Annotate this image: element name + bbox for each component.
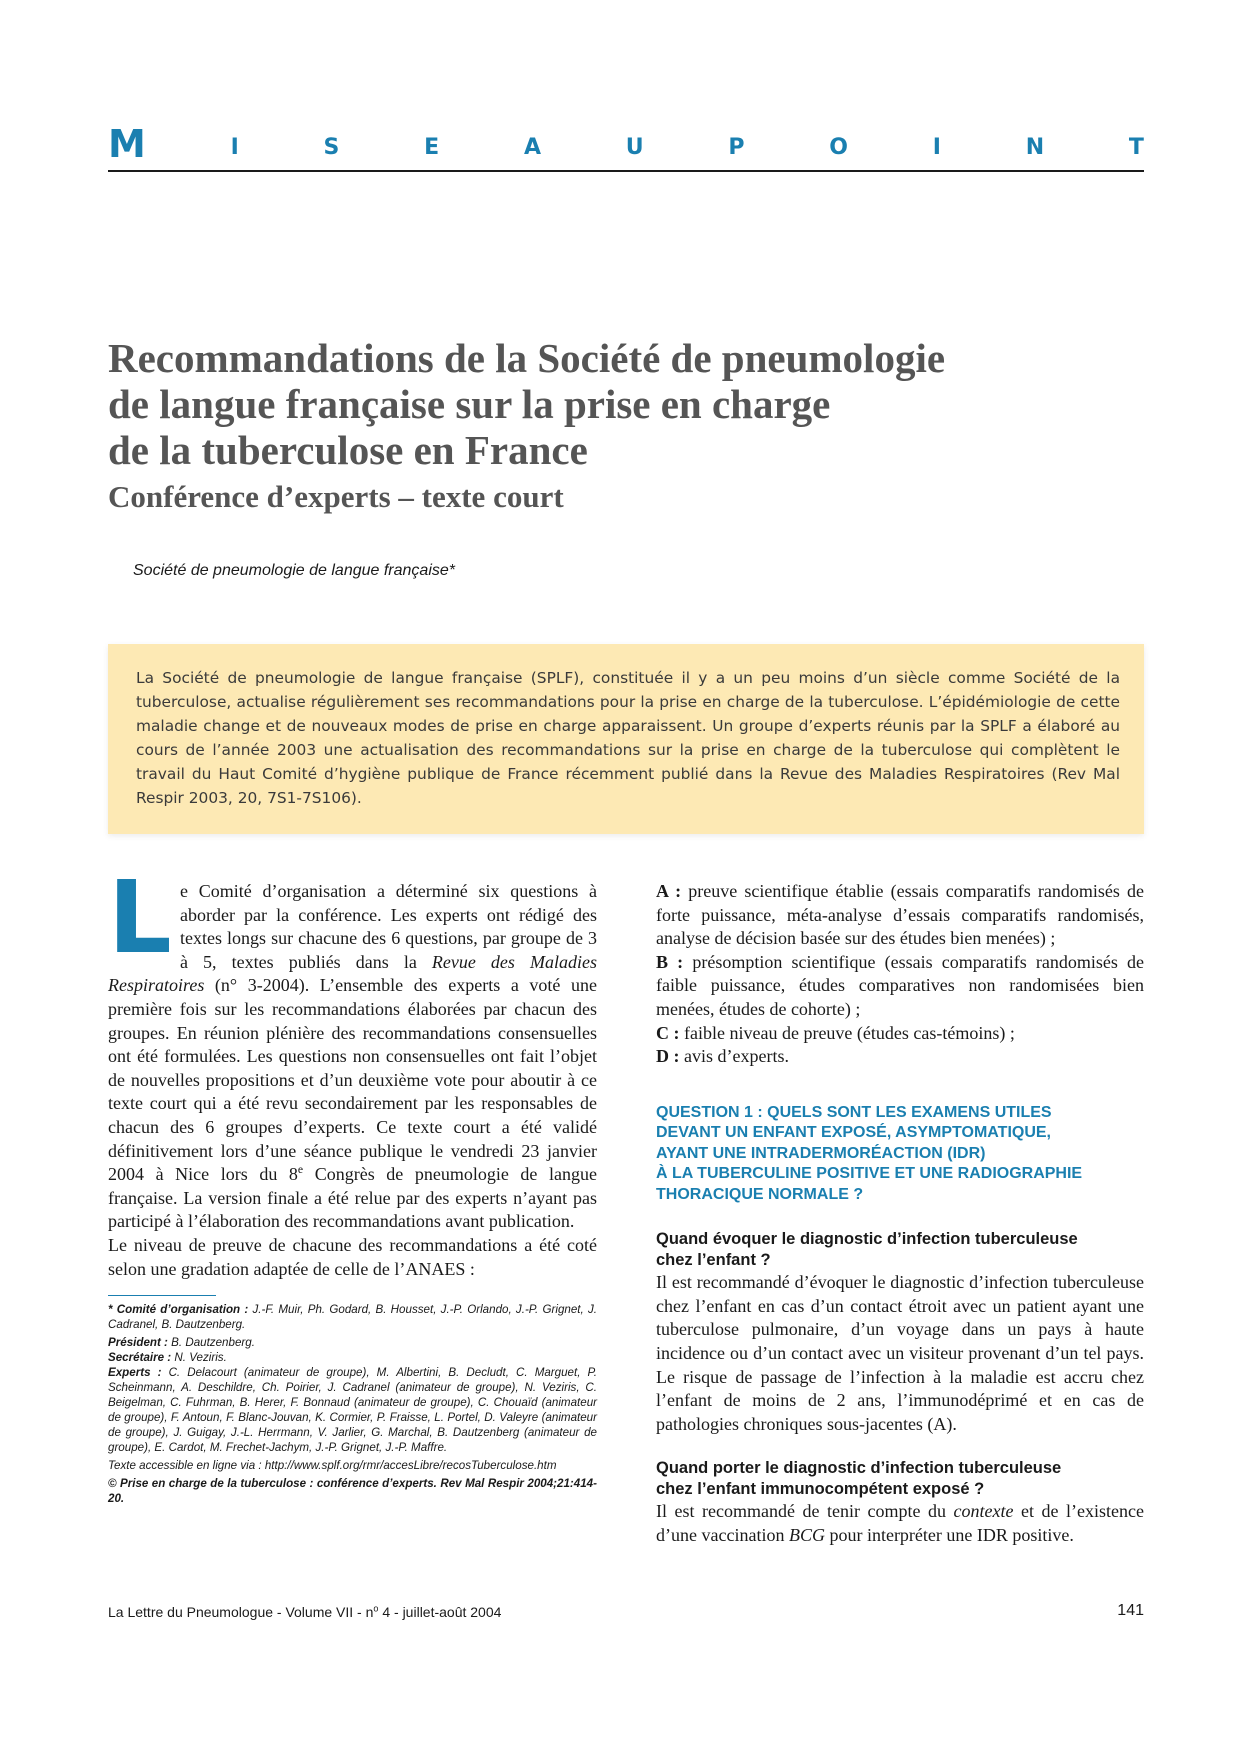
drop-cap: L (108, 859, 172, 976)
section-header-letters (108, 122, 1144, 166)
footnote-rule (108, 1295, 216, 1296)
section-text (656, 1500, 1144, 1547)
article-subtitle: Conférence d’experts – texte court (108, 479, 564, 514)
abstract-text: La Société de pneumologie de langue française (SPLF), constituée il y a un peu moins d’un siècle comme Société de la tuberculose, actualise régulièrement ses recommandations pour la prise en charge de la tuberculose. L’épidémiologie de cette maladie change et de nouveaux modes de prise en charge apparaissent. Un groupe d’experts réunis par la SPLF a élaboré au cours de l’année 2003 une actualisation des recommandations sur la prise en charge de la tuberculose qui complètent le travail du Haut Comité d’hygiène publique de France récemment publié dans la Revue des Maladies Respiratoires (Rev Mal Respir 2003, 20, 7S1-7S106). (136, 669, 1120, 807)
intro-text: (n° 3-2004). L’ensemble des experts a voté une première fois sur les recommandations élaborées par chacun des groupes. En réunion plénière des recommandations consensuelles ont été formulées. Les questions non consensuelles ont fait l’objet de nouvelles propositions et d’un deuxième vote pour aboutir à ce texte court qui a été revu secondairement par les responsables de chacun des 6 groupes d’experts. Ce texte court a été validé définitivement lors d’une séance publique le vendredi 23 janvier 2004 à Nice lors du 8 (108, 975, 597, 1185)
right-column (656, 880, 1144, 1570)
subheading-line: Quand porter le diagnostic d’infection tuberculeuse (656, 1459, 1062, 1478)
question-line: QUESTION 1 : QUELS SONT LES EXAMENS UTILES (656, 1103, 1052, 1121)
grade-b (656, 951, 1144, 1022)
header-letter: P (728, 135, 745, 160)
section-header (108, 122, 1144, 172)
footnote-label: Président : (108, 1336, 168, 1350)
page-number: 141 (1117, 1602, 1144, 1619)
grade-letter: D : (656, 1046, 680, 1067)
grade-text: présomption scientifique (essais comparatifs randomisés de faible puissance, études comparatives non randomisées bien menées, études de cohorte) ; (656, 951, 1145, 1019)
question-line: THORACIQUE NORMALE ? (656, 1185, 864, 1203)
header-letter: O (829, 135, 848, 160)
footnote-citation (108, 1476, 597, 1506)
footnote-experts (108, 1365, 597, 1455)
grade-letter: C : (656, 1022, 680, 1043)
intro-text: e Comité d’organisation a déterminé six questions à aborder par la conférence. Les experts ont rédigé des textes longs sur chacune des 6 questions, par groupe de 3 à 5, textes publiés dans la (180, 881, 597, 972)
intro-text: Congrès de pneumologie de langue française. La version finale a été relue par des experts n’ayant pas participé à l’élaboration des recommandations avant publication. (108, 1164, 597, 1232)
abstract-box (108, 644, 1144, 834)
grade-letter: A : (656, 881, 682, 901)
footnote-online: Texte accessible en ligne via : http://www.splf.org/rmr/accesLibre/recosTuberculose.htm (108, 1459, 557, 1473)
text-run: Il est recommandé de tenir compte du (656, 1501, 954, 1522)
section-text: Il est recommandé d’évoquer le diagnostic d’infection tuberculeuse chez l’enfant en cas d’un contact étroit avec un patient ayant une tuberculose pulmonaire, d’un voyage dans un pays à haute incidence ou d’un contact avec un visiteur provenant d’un tel pays. Le risque de passage de l’infection à la maladie est accru chez l’enfant de moins de 2 ans, l’immunodéprimé et en cas de pathologies chroniques sous-jacentes (A). (656, 1272, 1144, 1434)
grade-text: faible niveau de preuve (études cas-témoins) ; (679, 1022, 1015, 1043)
section-when-evoke (656, 1229, 1144, 1436)
article-title (108, 335, 1068, 473)
header-letter: U (625, 135, 644, 160)
question-line: À LA TUBERCULINE POSITIVE ET UNE RADIOGRAPHIE (656, 1165, 1083, 1183)
footnote-committee (108, 1302, 597, 1332)
header-letter: S (323, 135, 340, 160)
header-letter: I (932, 135, 941, 160)
footnote-text: B. Dautzenberg. (167, 1336, 255, 1350)
text-run: et de l’existence d’une vaccination (656, 1501, 1144, 1545)
header-letter: M (108, 122, 146, 166)
header-letter: T (1128, 135, 1144, 160)
footnote-text: C. Delacourt (animateur de groupe), M. Albertini, B. Decludt, C. Marguet, P. Scheinmann, A. Deschildre, Ch. Poirier, J. Cadranel (animateur de groupe), N. Veziris, C. Beigelman, C. Fuhrman, B. Herer, F. Bonnaud (animateur de groupe), C. Chouaïd (animateur de groupe), F. Antoun, F. Blanc-Jouvan, K. Cormier, P. Fraisse, L. Portel, D. Valeyre (animateur de groupe), J. Guigay, J.-L. Herrmann, V. Jarlier, G. Marchal, B. Dautzenberg (animateur de groupe), E. Cardot, M. Frechet-Jachym, J.-P. Grignet, J.-P. Maffre. (108, 1366, 597, 1455)
footnote-text: J.-F. Muir, Ph. Godard, B. Housset, J.-P. Orlando, J.-P. Grignet, J. Cadranel, B. Dautzenberg. (108, 1303, 597, 1332)
title-block (108, 335, 1068, 517)
footnote-label: Secrétaire : (108, 1351, 172, 1365)
footnotes (108, 1302, 597, 1506)
question-line: DEVANT UN ENFANT EXPOSÉ, ASYMPTOMATIQUE, (656, 1124, 1051, 1142)
journal-name: Revue des Maladies Respiratoires (108, 951, 597, 996)
title-line: Recommandations de la Société de pneumologie (108, 335, 946, 381)
grade-c (656, 1022, 1144, 1046)
footer-text: 4 - juillet-août 2004 (378, 1604, 502, 1620)
header-letter: I (230, 135, 239, 160)
grade-letter: B : (656, 951, 684, 972)
left-column (108, 859, 597, 1509)
grade-text: avis d’experts. (679, 1046, 789, 1067)
grade-text: preuve scientifique établie (essais comparatifs randomisés de forte puissance, méta-analyse d’essais comparatifs randomisés, analyse de décision basée sur des études bien menées) ; (656, 881, 1145, 949)
grade-a (656, 880, 1144, 951)
subheading-line: Quand évoquer le diagnostic d’infection tuberculeuse (656, 1230, 1078, 1249)
author-line: Société de pneumologie de langue française* (133, 562, 456, 579)
title-line: de la tuberculose en France (108, 427, 588, 473)
text-run: pour interpréter une IDR positive. (824, 1525, 1074, 1545)
subheading (656, 1458, 1144, 1500)
question-line: AYANT UNE INTRADERMORÉACTION (IDR) (656, 1144, 986, 1162)
superscript: o (373, 1603, 379, 1614)
grading-intro: Le niveau de preuve de chacune des recommandations a été coté selon une gradation adaptée de celle de l’ANAES : (108, 1234, 597, 1279)
footer-text: La Lettre du Pneumologue - Volume VII - n (108, 1604, 374, 1620)
intro-paragraph (108, 859, 597, 1234)
section-when-diagnose (656, 1458, 1144, 1547)
footnote-secretary (108, 1350, 597, 1365)
subheading (656, 1229, 1144, 1271)
footnote-label: * Comité d’organisation : (108, 1303, 249, 1317)
footnote-citation-text: © Prise en charge de la tuberculose : conférence d’experts. Rev Mal Respir 2004;21:414-20. (108, 1477, 597, 1506)
footnote-text: N. Veziris. (171, 1351, 227, 1365)
footnote-label: Experts : (108, 1366, 162, 1380)
journal-footer (108, 1604, 501, 1620)
title-line: de langue française sur la prise en charge (108, 381, 831, 427)
footnote-president (108, 1335, 597, 1350)
header-letter: A (523, 135, 541, 160)
superscript: e (297, 1163, 304, 1177)
emphasis: contexte (953, 1501, 1014, 1522)
grade-d (656, 1045, 1144, 1069)
emphasis: BCG (788, 1525, 825, 1545)
question-1-heading (656, 1103, 1144, 1206)
header-letter: E (424, 135, 440, 160)
subheading-line: chez l’enfant ? (656, 1251, 771, 1270)
subheading-line: chez l’enfant immunocompétent exposé ? (656, 1480, 985, 1499)
header-letter: N (1025, 135, 1045, 160)
